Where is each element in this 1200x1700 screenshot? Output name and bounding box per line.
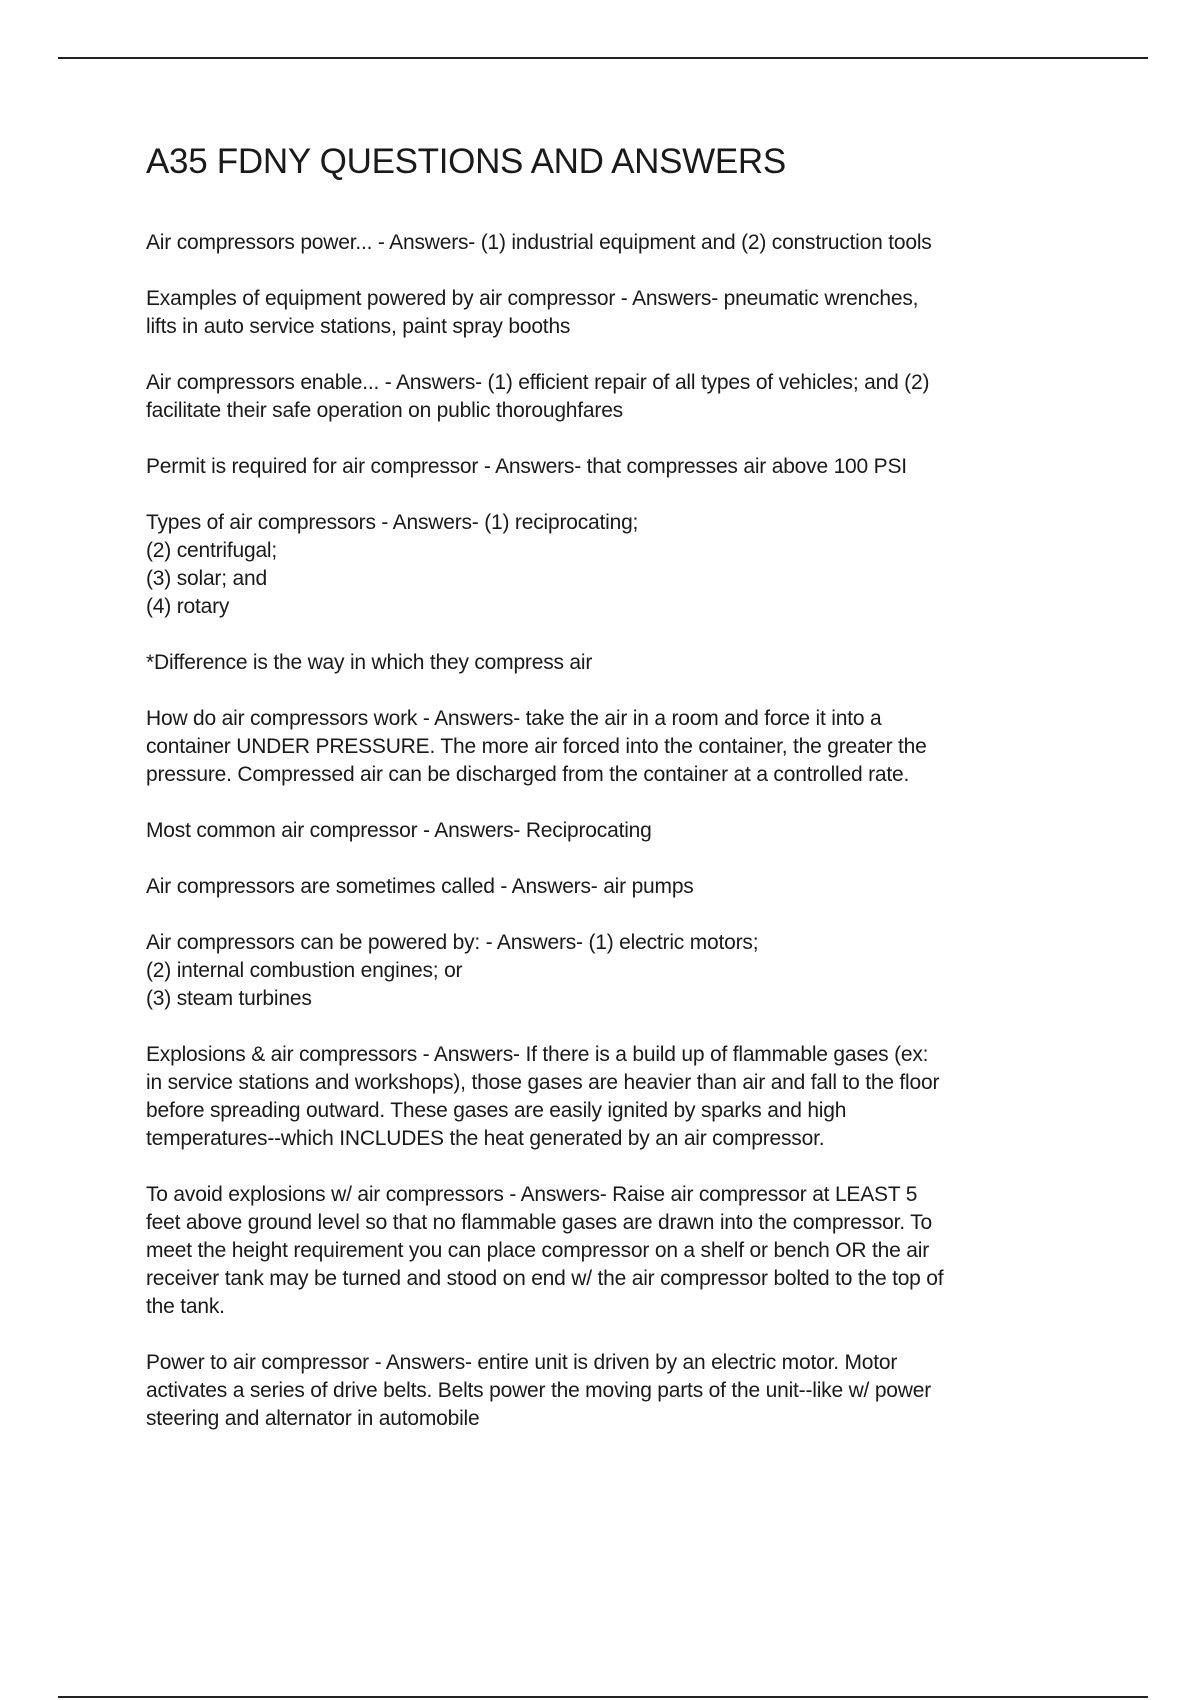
qa-line: Air compressors enable... - Answers- (1) efficient repair of all types of vehicles; and (2) — [146, 371, 930, 394]
qa-line: temperatures--which INCLUDES the heat generated by an air compressor. — [146, 1127, 825, 1150]
qa-paragraph — [146, 285, 1106, 341]
qa-line: (2) internal combustion engines; or — [146, 959, 463, 982]
qa-line: receiver tank may be turned and stood on end w/ the air compressor bolted to the top of — [146, 1267, 944, 1290]
qa-line: Air compressors power... - Answers- (1) industrial equipment and (2) construction tools — [146, 231, 932, 254]
qa-line: (2) centrifugal; — [146, 539, 278, 562]
qa-line: in service stations and workshops), those gases are heavier than air and fall to the floor — [146, 1071, 940, 1094]
qa-line: activates a series of drive belts. Belts power the moving parts of the unit--like w/ power — [146, 1379, 932, 1402]
qa-line: Air compressors can be powered by: - Answers- (1) electric motors; — [146, 931, 759, 954]
qa-paragraph — [146, 705, 1106, 789]
qa-paragraph — [146, 369, 1106, 425]
qa-paragraph — [146, 229, 1106, 257]
qa-line: meet the height requirement you can place compressor on a shelf or bench OR the air — [146, 1239, 929, 1262]
qa-line: Examples of equipment powered by air compressor - Answers- pneumatic wrenches, — [146, 287, 919, 310]
qa-line: Types of air compressors - Answers- (1) reciprocating; — [146, 511, 639, 534]
qa-paragraph — [146, 1349, 1106, 1433]
qa-paragraph — [146, 929, 1106, 1013]
qa-line: Power to air compressor - Answers- entire unit is driven by an electric motor. Motor — [146, 1351, 898, 1374]
document-body — [146, 229, 1106, 1461]
document-title: A35 FDNY QUESTIONS AND ANSWERS — [146, 142, 786, 181]
footer-rule — [58, 1696, 1148, 1698]
qa-paragraph — [146, 509, 1106, 621]
qa-line: To avoid explosions w/ air compressors - Answers- Raise air compressor at LEAST 5 — [146, 1183, 918, 1206]
qa-line: container UNDER PRESSURE. The more air forced into the container, the greater the — [146, 735, 927, 758]
qa-line: Permit is required for air compressor - Answers- that compresses air above 100 PSI — [146, 455, 907, 478]
qa-paragraph — [146, 873, 1106, 901]
qa-line: How do air compressors work - Answers- take the air in a room and force it into a — [146, 707, 882, 730]
qa-line: (3) steam turbines — [146, 987, 312, 1010]
qa-paragraph — [146, 453, 1106, 481]
qa-line: Most common air compressor - Answers- Reciprocating — [146, 819, 652, 842]
qa-line: steering and alternator in automobile — [146, 1407, 480, 1430]
qa-paragraph — [146, 1181, 1106, 1321]
header-rule — [58, 57, 1148, 59]
qa-paragraph — [146, 1041, 1106, 1153]
qa-line: the tank. — [146, 1295, 225, 1318]
qa-line: Air compressors are sometimes called - Answers- air pumps — [146, 875, 694, 898]
qa-line: lifts in auto service stations, paint spray booths — [146, 315, 571, 338]
qa-line: feet above ground level so that no flammable gases are drawn into the compressor. To — [146, 1211, 932, 1234]
qa-paragraph — [146, 817, 1106, 845]
qa-line: pressure. Compressed air can be discharged from the container at a controlled rate. — [146, 763, 910, 786]
qa-line: (4) rotary — [146, 595, 230, 618]
qa-line: (3) solar; and — [146, 567, 267, 590]
qa-line: *Difference is the way in which they compress air — [146, 651, 593, 674]
qa-line: before spreading outward. These gases are easily ignited by sparks and high — [146, 1099, 847, 1122]
qa-line: facilitate their safe operation on public thoroughfares — [146, 399, 623, 422]
qa-line: Explosions & air compressors - Answers- If there is a build up of flammable gases (ex: — [146, 1043, 929, 1066]
qa-paragraph — [146, 649, 1106, 677]
